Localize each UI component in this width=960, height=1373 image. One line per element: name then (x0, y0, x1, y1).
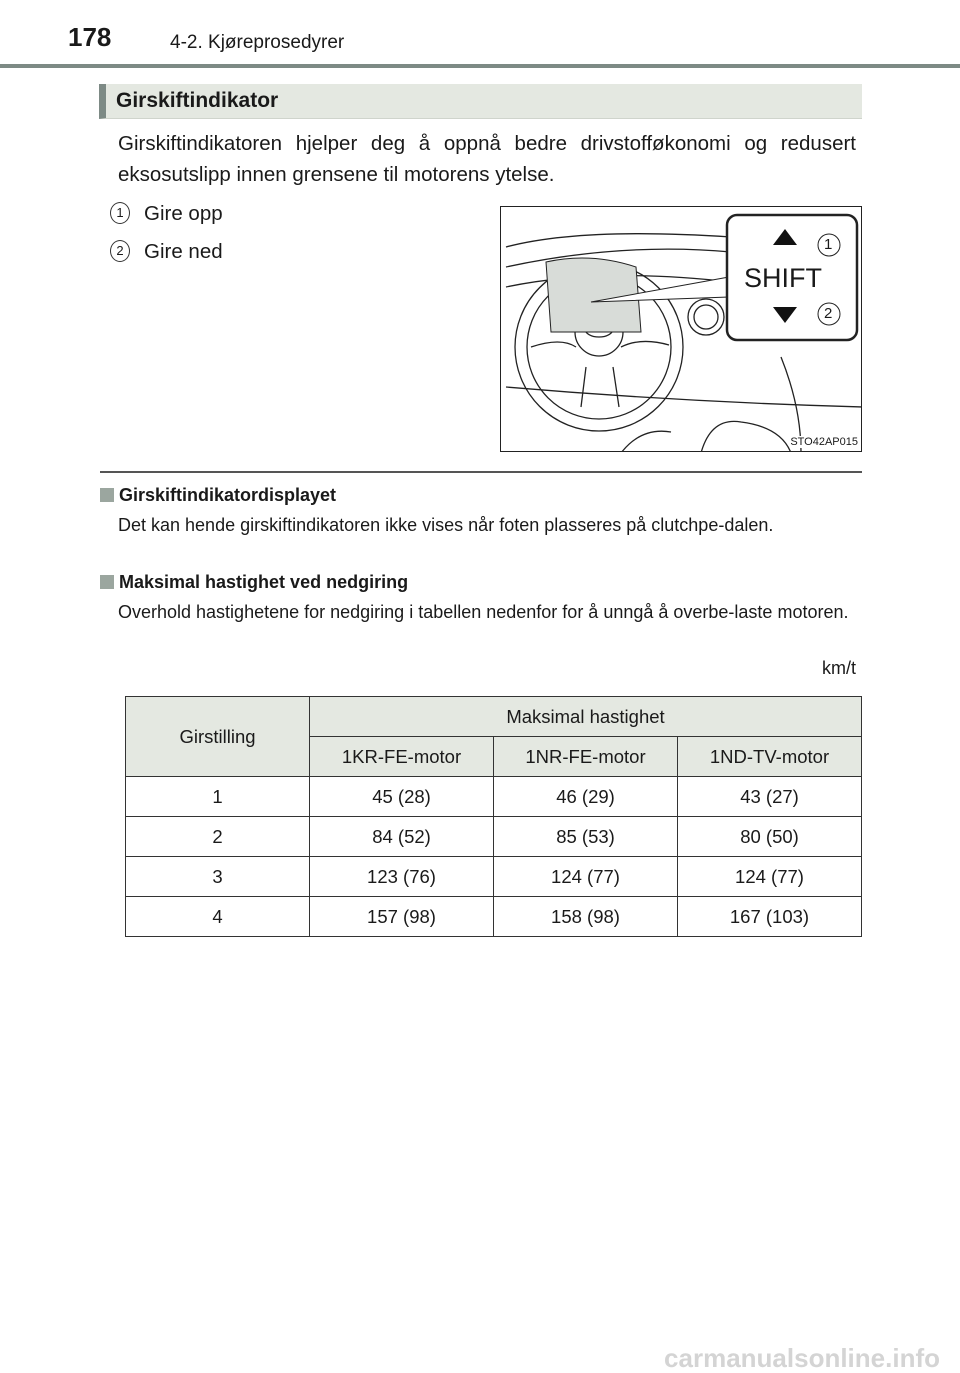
divider (100, 471, 862, 473)
cell: 3 (126, 857, 310, 897)
item-label: Gire ned (144, 240, 223, 263)
cell: 157 (98) (310, 897, 494, 937)
group-header: Maksimal hastighet (310, 697, 862, 737)
cell: 45 (28) (310, 777, 494, 817)
column-header: 1KR-FE-motor (310, 737, 494, 777)
cell: 46 (29) (494, 777, 678, 817)
item-label: Gire opp (144, 202, 223, 225)
subsection-title-text: Girskiftindikatordisplayet (119, 485, 337, 505)
column-header: 1NR-FE-motor (494, 737, 678, 777)
unit-label: km/t (822, 658, 856, 678)
cell: 43 (27) (678, 777, 862, 817)
section-header: 4-2. Kjøreprosedyrer (170, 32, 345, 53)
cell: 2 (126, 817, 310, 857)
dashboard-illustration (500, 206, 862, 452)
figure-code: STO42AP015 (790, 436, 858, 448)
page-number: 178 (68, 22, 112, 52)
shift-label: SHIFT (744, 263, 822, 293)
cell: 84 (52) (310, 817, 494, 857)
square-bullet-icon (100, 575, 114, 589)
table-row (126, 857, 862, 897)
subsection-title (100, 572, 408, 593)
watermark: carmanualsonline.info (664, 1343, 940, 1373)
number-icon: 2 (110, 240, 130, 262)
cell: 4 (126, 897, 310, 937)
cell: 124 (77) (494, 857, 678, 897)
column-header: 1ND-TV-motor (678, 737, 862, 777)
subsection-title-text: Maksimal hastighet ved nedgiring (119, 572, 409, 592)
list-item (110, 240, 223, 264)
list-item (110, 202, 223, 226)
subsection-text: Overhold hastighetene for nedgiring i tabellen nedenfor for å unngå å overbe-laste motoren. (118, 602, 849, 622)
cell: 167 (103) (678, 897, 862, 937)
cell: 1 (126, 777, 310, 817)
subsection-text: Det kan hende girskiftindikatoren ikke vises når foten plasseres på clutchpe-dalen. (118, 515, 774, 535)
cell: 85 (53) (494, 817, 678, 857)
number-icon: 1 (110, 202, 130, 224)
callout-2: 2 (824, 305, 833, 322)
column-header: Girstilling (126, 697, 310, 777)
header-rule (0, 64, 960, 68)
cell: 124 (77) (678, 857, 862, 897)
subsection-title (100, 485, 336, 506)
section-title-bar (99, 84, 862, 119)
section-title: Girskiftindikator (116, 89, 279, 112)
cell: 80 (50) (678, 817, 862, 857)
speed-table (125, 696, 862, 937)
intro-text: Girskiftindikatoren hjelper deg å oppnå bedre drivstofføkonomi og redusert eksosutslipp innen grensene til motorens ytelse. (118, 132, 856, 186)
cell: 123 (76) (310, 857, 494, 897)
dashboard-drawing (501, 207, 862, 452)
table-row (126, 897, 862, 937)
table-row (126, 817, 862, 857)
cell: 158 (98) (494, 897, 678, 937)
callout-1: 1 (824, 236, 833, 253)
square-bullet-icon (100, 488, 114, 502)
table-row (126, 777, 862, 817)
